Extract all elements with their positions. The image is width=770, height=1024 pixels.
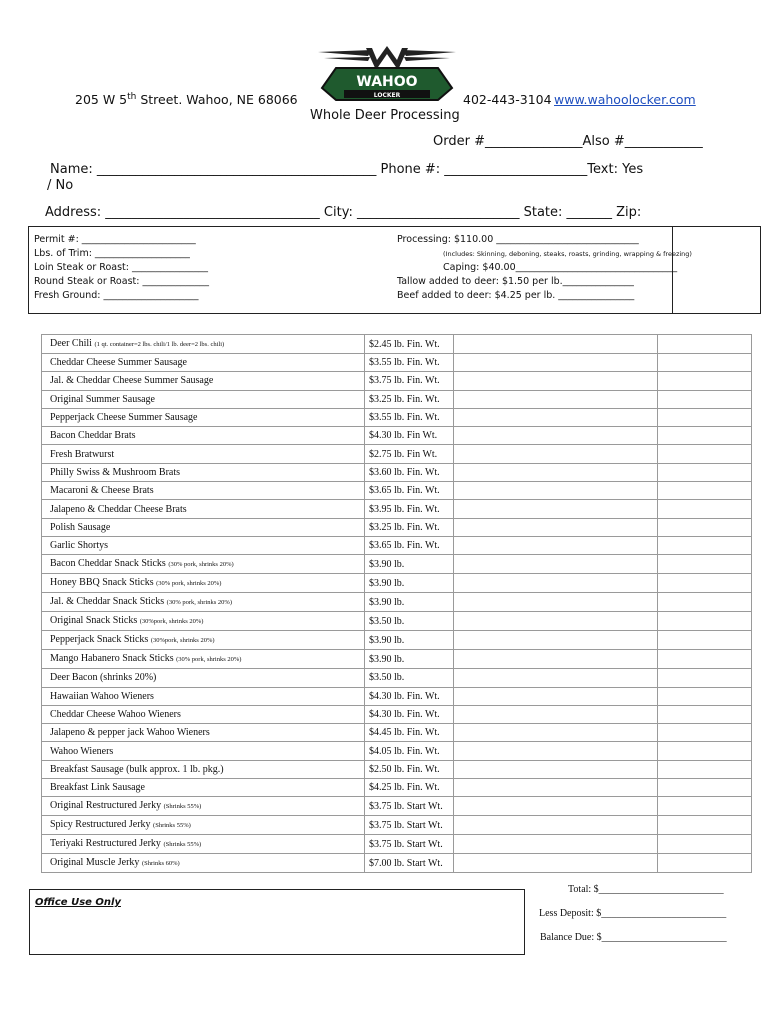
product-name-cell <box>42 408 365 426</box>
product-price: $3.55 lb. Fin. Wt. <box>365 354 454 372</box>
amount-entry-cell[interactable] <box>658 779 752 797</box>
product-price: $3.65 lb. Fin. Wt. <box>365 482 454 500</box>
product-name: Original Summer Sausage <box>50 393 155 405</box>
product-name: Bacon Cheddar Brats <box>50 430 136 442</box>
table-row <box>42 612 752 631</box>
amount-entry-cell[interactable] <box>658 687 752 705</box>
table-row <box>42 335 752 354</box>
product-name: Deer Chili <box>50 338 92 349</box>
product-price: $3.90 lb. <box>365 555 454 574</box>
amount-entry-cell[interactable] <box>658 482 752 500</box>
amount-entry-cell[interactable] <box>658 760 752 778</box>
table-row <box>42 724 752 742</box>
amount-entry-cell[interactable] <box>658 500 752 518</box>
quantity-entry-cell[interactable] <box>454 631 658 650</box>
table-row <box>42 669 752 687</box>
amount-entry-cell[interactable] <box>658 536 752 554</box>
product-price: $4.25 lb. Fin. Wt. <box>365 779 454 797</box>
tallow-fee[interactable]: Tallow added to deer: $1.50 per lb._______________ <box>397 276 634 287</box>
product-price: $4.30 lb. Fin Wt. <box>365 427 454 445</box>
table-row <box>42 779 752 797</box>
product-price: $4.05 lb. Fin. Wt. <box>365 742 454 760</box>
quantity-entry-cell[interactable] <box>454 445 658 463</box>
quantity-entry-cell[interactable] <box>454 705 658 723</box>
product-note: (Shrinks 55%) <box>163 803 202 811</box>
quantity-entry-cell[interactable] <box>454 482 658 500</box>
product-name: Jalapeno & pepper jack Wahoo Wieners <box>50 727 210 739</box>
table-row <box>42 390 752 408</box>
table-row <box>42 705 752 723</box>
product-price: $3.95 lb. Fin. Wt. <box>365 500 454 518</box>
product-name: Jalapeno & Cheddar Cheese Brats <box>50 503 187 515</box>
product-price: $4.30 lb. Fin. Wt. <box>365 705 454 723</box>
product-price: $3.90 lb. <box>365 650 454 669</box>
product-name: Fresh Bratwurst <box>50 448 115 460</box>
table-row <box>42 650 752 669</box>
product-price: $3.75 lb. Fin. Wt. <box>365 372 454 390</box>
amount-entry-cell[interactable] <box>658 797 752 816</box>
product-price: $3.25 lb. Fin. Wt. <box>365 518 454 536</box>
quantity-entry-cell[interactable] <box>454 390 658 408</box>
amount-entry-cell[interactable] <box>658 372 752 390</box>
table-row <box>42 372 752 390</box>
product-name: Philly Swiss & Mushroom Brats <box>50 466 181 478</box>
beef-fee[interactable]: Beef added to deer: $4.25 per lb. ________________ <box>397 290 635 301</box>
product-name: Deer Bacon (shrinks 20%) <box>50 672 157 684</box>
address-part: Street. Wahoo, NE 68066 <box>136 92 298 107</box>
product-name: Spicy Restructured Jerky <box>50 819 151 831</box>
product-name: Wahoo Wieners <box>50 745 114 757</box>
product-name-cell <box>42 593 365 612</box>
amount-entry-cell[interactable] <box>658 518 752 536</box>
amount-entry-cell[interactable] <box>658 555 752 574</box>
product-name-cell <box>42 797 365 816</box>
product-name: Honey BBQ Snack Sticks <box>50 577 154 589</box>
product-price: $3.50 lb. <box>365 669 454 687</box>
table-row <box>42 518 752 536</box>
product-name: Jal. & Cheddar Snack Sticks <box>50 596 165 608</box>
website-link[interactable]: www.wahoolocker.com <box>554 92 696 107</box>
product-name-cell <box>42 372 365 390</box>
store-phone: 402-443-3104 <box>463 92 552 107</box>
product-note: (30% pork, shrinks 20%) <box>156 580 222 588</box>
wahoo-locker-logo <box>314 42 460 106</box>
table-row <box>42 687 752 705</box>
product-price: $2.75 lb. Fin Wt. <box>365 445 454 463</box>
permit-field[interactable]: Permit #: ________________________ <box>34 234 196 245</box>
amount-entry-cell[interactable] <box>658 354 752 372</box>
amount-entry-cell[interactable] <box>658 724 752 742</box>
product-note: (Shrinks 60%) <box>141 860 180 868</box>
product-name-cell <box>42 760 365 778</box>
fresh-ground-field[interactable]: Fresh Ground: ____________________ <box>34 290 199 301</box>
quantity-entry-cell[interactable] <box>454 555 658 574</box>
product-price: $3.25 lb. Fin. Wt. <box>365 390 454 408</box>
product-note: (30% pork, shrinks 20%) <box>176 656 242 664</box>
product-name: Original Snack Sticks <box>50 615 138 627</box>
quantity-entry-cell[interactable] <box>454 354 658 372</box>
product-name-cell <box>42 354 365 372</box>
product-name-cell <box>42 390 365 408</box>
product-price-table <box>41 334 752 873</box>
quantity-entry-cell[interactable] <box>454 650 658 669</box>
amount-entry-cell[interactable] <box>658 463 752 481</box>
product-name-cell <box>42 445 365 463</box>
table-row <box>42 463 752 481</box>
product-name-cell <box>42 779 365 797</box>
product-name: Pepperjack Cheese Summer Sausage <box>50 412 198 424</box>
product-note: (Shrinks 55%) <box>153 822 191 830</box>
product-name-cell <box>42 555 365 574</box>
quantity-entry-cell[interactable] <box>454 427 658 445</box>
total-field[interactable]: Total: $_________________________ <box>568 884 724 895</box>
loin-steak-field[interactable]: Loin Steak or Roast: ________________ <box>34 262 209 273</box>
quantity-entry-cell[interactable] <box>454 742 658 760</box>
quantity-entry-cell[interactable] <box>454 816 658 835</box>
table-row <box>42 427 752 445</box>
product-price: $3.90 lb. <box>365 631 454 650</box>
amount-entry-cell[interactable] <box>658 835 752 854</box>
store-address <box>75 92 298 107</box>
table-row <box>42 742 752 760</box>
product-price: $3.75 lb. Start Wt. <box>365 835 454 854</box>
amount-entry-cell[interactable] <box>658 408 752 426</box>
product-name: Teriyaki Restructured Jerky <box>50 838 161 850</box>
table-row <box>42 760 752 778</box>
amount-entry-cell[interactable] <box>658 669 752 687</box>
product-name-cell <box>42 705 365 723</box>
product-note: (30% pork, shrinks 20%) <box>168 561 234 569</box>
product-name-cell <box>42 816 365 835</box>
round-steak-field[interactable]: Round Steak or Roast: ______________ <box>34 276 209 287</box>
amount-entry-cell[interactable] <box>658 631 752 650</box>
address-superscript: th <box>127 91 137 102</box>
quantity-entry-cell[interactable] <box>454 724 658 742</box>
amount-entry-cell[interactable] <box>658 612 752 631</box>
quantity-entry-cell[interactable] <box>454 593 658 612</box>
product-price: $7.00 lb. Start Wt. <box>365 854 454 873</box>
product-price: $3.75 lb. Start Wt. <box>365 816 454 835</box>
product-price: $3.90 lb. <box>365 593 454 612</box>
table-row <box>42 482 752 500</box>
product-price: $4.30 lb. Fin. Wt. <box>365 687 454 705</box>
amount-entry-cell[interactable] <box>658 705 752 723</box>
table-row <box>42 555 752 574</box>
balance-due-field[interactable]: Balance Due: $_________________________ <box>540 932 727 943</box>
customer-name-phone-line[interactable]: Name: ___________________________________________ Phone #: ______________________Text: Yes <box>50 162 644 177</box>
product-name-cell <box>42 536 365 554</box>
table-row <box>42 816 752 835</box>
table-row <box>42 536 752 554</box>
product-name-cell <box>42 612 365 631</box>
quantity-entry-cell[interactable] <box>454 835 658 854</box>
less-deposit-field[interactable]: Less Deposit: $_________________________ <box>539 908 727 919</box>
product-name-cell <box>42 335 365 354</box>
product-name-cell <box>42 574 365 593</box>
order-number-field[interactable]: Order #_______________Also #____________ <box>433 134 703 149</box>
quantity-entry-cell[interactable] <box>454 372 658 390</box>
product-name-cell <box>42 835 365 854</box>
quantity-entry-cell[interactable] <box>454 854 658 873</box>
table-row <box>42 574 752 593</box>
product-name-cell <box>42 854 365 873</box>
amount-entry-cell[interactable] <box>658 742 752 760</box>
product-name: Mango Habanero Snack Sticks <box>50 653 174 665</box>
table-row <box>42 408 752 426</box>
quantity-entry-cell[interactable] <box>454 669 658 687</box>
quantity-entry-cell[interactable] <box>454 687 658 705</box>
product-name: Jal. & Cheddar Cheese Summer Sausage <box>50 375 214 387</box>
quantity-entry-cell[interactable] <box>454 408 658 426</box>
amount-entry-cell[interactable] <box>658 854 752 873</box>
product-name-cell <box>42 724 365 742</box>
logo-subtext: LOCKER <box>373 92 401 99</box>
product-name-cell <box>42 463 365 481</box>
product-name: Bacon Cheddar Snack Sticks <box>50 558 166 570</box>
table-row <box>42 797 752 816</box>
product-name: Garlic Shortys <box>50 540 109 552</box>
quantity-entry-cell[interactable] <box>454 779 658 797</box>
product-name-cell <box>42 518 365 536</box>
product-name-cell <box>42 427 365 445</box>
table-row <box>42 593 752 612</box>
amount-entry-cell[interactable] <box>658 816 752 835</box>
product-table-body <box>42 335 752 873</box>
quantity-entry-cell[interactable] <box>454 612 658 631</box>
amount-entry-cell[interactable] <box>658 445 752 463</box>
product-price: $2.50 lb. Fin. Wt. <box>365 760 454 778</box>
quantity-entry-cell[interactable] <box>454 518 658 536</box>
quantity-entry-cell[interactable] <box>454 574 658 593</box>
product-name-cell <box>42 687 365 705</box>
amount-entry-cell[interactable] <box>658 593 752 612</box>
product-name: Macaroni & Cheese Brats <box>50 485 154 497</box>
quantity-entry-cell[interactable] <box>454 500 658 518</box>
amount-entry-cell[interactable] <box>658 335 752 354</box>
table-row <box>42 445 752 463</box>
processing-fee[interactable]: Processing: $110.00 ______________________________ <box>397 234 639 245</box>
trim-field[interactable]: Lbs. of Trim: ____________________ <box>34 248 190 259</box>
product-name: Breakfast Sausage (bulk approx. 1 lb. pkg.) <box>50 763 224 775</box>
table-row <box>42 631 752 650</box>
product-note: (30%pork, shrinks 20%) <box>150 637 215 645</box>
product-name-cell <box>42 650 365 669</box>
product-name-cell <box>42 482 365 500</box>
product-price: $3.75 lb. Start Wt. <box>365 797 454 816</box>
amount-entry-cell[interactable] <box>658 427 752 445</box>
logo-text: WAHOO <box>356 74 418 90</box>
logo-graphic <box>314 42 460 106</box>
table-row <box>42 854 752 873</box>
amount-entry-cell[interactable] <box>658 650 752 669</box>
product-name: Cheddar Cheese Summer Sausage <box>50 357 187 369</box>
table-row <box>42 835 752 854</box>
quantity-entry-cell[interactable] <box>454 797 658 816</box>
amount-entry-cell[interactable] <box>658 574 752 593</box>
table-row <box>42 500 752 518</box>
product-price: $2.45 lb. Fin. Wt. <box>365 335 454 354</box>
product-price: $3.65 lb. Fin. Wt. <box>365 536 454 554</box>
product-note: (1 qt. container=2 lbs. chili/1 lb. deer=2 lbs. chili) <box>94 341 225 348</box>
product-name-cell <box>42 742 365 760</box>
quantity-entry-cell[interactable] <box>454 463 658 481</box>
product-price: $3.90 lb. <box>365 574 454 593</box>
customer-address-line[interactable]: Address: _________________________________ City: _________________________ State: _______ Zip: <box>45 205 642 220</box>
office-use-label: Office Use Only <box>35 897 121 908</box>
page-title: Whole Deer Processing <box>310 108 460 123</box>
caping-fee[interactable]: Caping: $40.00__________________________________ <box>443 262 678 273</box>
amount-entry-cell[interactable] <box>658 390 752 408</box>
product-name: Cheddar Cheese Wahoo Wieners <box>50 709 181 720</box>
quantity-entry-cell[interactable] <box>454 536 658 554</box>
address-part: 205 W 5 <box>75 92 128 107</box>
product-note: (Shrinks 55%) <box>163 841 202 849</box>
product-note: (30%pork, shrinks 20%) <box>139 618 204 626</box>
product-price: $3.55 lb. Fin. Wt. <box>365 408 454 426</box>
table-row <box>42 354 752 372</box>
processing-includes: (Includes: Skinning, deboning, steaks, roasts, grinding, wrapping & freezing) <box>443 250 692 258</box>
product-name-cell <box>42 500 365 518</box>
quantity-entry-cell[interactable] <box>454 335 658 354</box>
product-name: Breakfast Link Sausage <box>50 782 145 794</box>
product-note: (30% pork, shrinks 20%) <box>166 599 233 607</box>
product-name: Pepperjack Snack Sticks <box>50 634 149 646</box>
product-name-cell <box>42 669 365 687</box>
product-price: $3.60 lb. Fin. Wt. <box>365 463 454 481</box>
text-yes-no-option[interactable]: / No <box>47 178 74 193</box>
product-name: Hawaiian Wahoo Wieners <box>50 690 154 702</box>
product-price: $3.50 lb. <box>365 612 454 631</box>
product-name-cell <box>42 631 365 650</box>
quantity-entry-cell[interactable] <box>454 760 658 778</box>
product-name: Polish Sausage <box>50 521 111 533</box>
product-price: $4.45 lb. Fin. Wt. <box>365 724 454 742</box>
product-name: Original Muscle Jerky <box>50 857 140 869</box>
product-name: Original Restructured Jerky <box>50 800 162 812</box>
